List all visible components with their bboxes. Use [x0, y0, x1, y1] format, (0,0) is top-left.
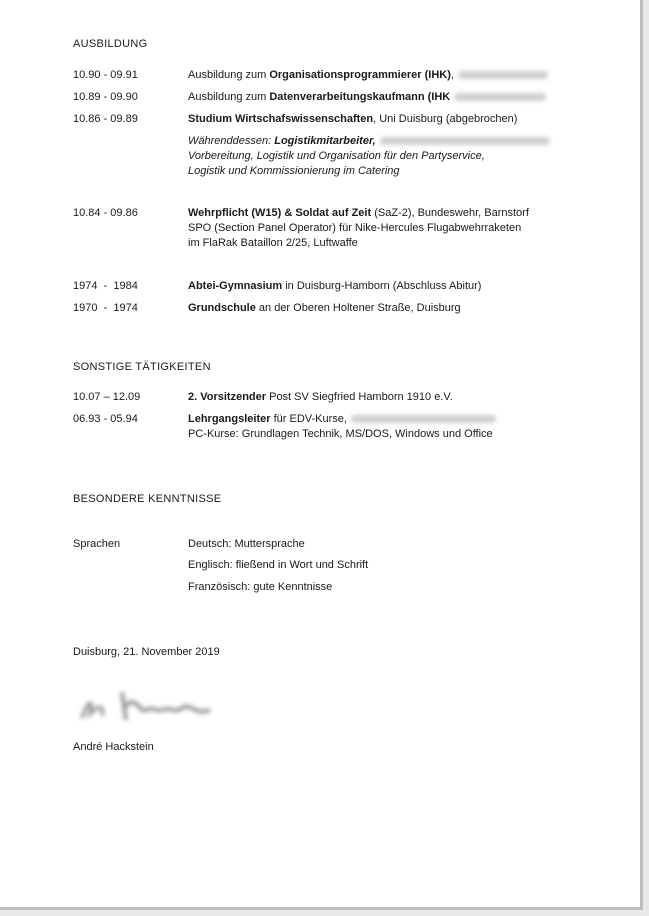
entry-date: 10.86 - 09.89	[73, 113, 138, 125]
entry-description: Grundschule an der Oberen Holtener Straße, Duisburg	[188, 302, 461, 314]
entry-date: 10.90 - 09.91	[73, 69, 138, 81]
section-title-skills: BESONDERE KENNTNISSE	[73, 493, 222, 505]
entry-description: Lehrgangsleiter für EDV-Kurse, PC-Kurse: Grundlagen Technik, MS/DOS, Windows und Office	[188, 412, 608, 442]
cv-page: AUSBILDUNG 10.90 - 09.91 Ausbildung zum Organisationsprogrammierer (IHK), 10.89 - 09.90 Ausbildung zum Datenverarbeitungskaufmann (IHK 10.86 - 09.89 Studium Wirtschafswissenschaften, Uni Duisburg (abgebrochen) Währenddessen: Logistikmitarbeiter, Vorbereitung, Logistik und Organisation für den Partyservice, Logistik und Kommissionierung im Catering 10.84 - 09.86 Wehrpflicht (W15) & Soldat auf Zeit (SaZ-2), Bundeswehr, Barnstorf SPO (Section Panel Operator) für Nike-Hercules Flugabwehrraketen im FlaRak Bataillon 2/25, Luftwaffe 1974 - 1984 Abtei-Gymnasium in Duisburg-Hamborn (Abschluss Abitur) 1970 - 1974 Grundschule an der Oberen Holtener Straße, Duisburg SONSTIGE TÄTIGKEITEN 10.07 – 12.09 2. Vorsitzender Post SV Siegfried Hamborn 1910 e.V. 06.93 - 05.94 Lehrgangsleiter für EDV-Kurse, PC-Kurse: Grundlagen Technik, MS/DOS, Windows und Office BESONDERE KENNTNISSE Sprachen Deutsch: Muttersprache Englisch: fließend in Wort und Schrift Französisch: gute Kenntnisse Duisburg, 21. November 2019 André Hackstein	[0, 0, 643, 910]
entry-description: Ausbildung zum Datenverarbeitungskaufmann (IHK	[188, 90, 588, 105]
entry-date: 10.07 – 12.09	[73, 391, 141, 403]
redacted-text	[351, 415, 496, 423]
section-title-education: AUSBILDUNG	[73, 38, 148, 50]
place-date: Duisburg, 21. November 2019	[73, 646, 220, 658]
section-title-other: SONSTIGE TÄTIGKEITEN	[73, 361, 211, 373]
entry-date: 1970 - 1974	[73, 302, 138, 314]
skill-label: Sprachen	[73, 538, 121, 550]
entry-description: Ausbildung zum Organisationsprogrammierer (IHK),	[188, 68, 588, 83]
redacted-text	[454, 93, 546, 101]
entry-date: 10.89 - 09.90	[73, 91, 138, 103]
language-item: Deutsch: Muttersprache	[188, 538, 305, 550]
entry-date: 06.93 - 05.94	[73, 413, 138, 425]
signer-name: André Hackstein	[73, 741, 154, 753]
entry-description: 2. Vorsitzender Post SV Siegfried Hamborn 1910 e.V.	[188, 391, 453, 403]
entry-description: Wehrpflicht (W15) & Soldat auf Zeit (SaZ-2), Bundeswehr, Barnstorf SPO (Section Panel Operator) für Nike-Hercules Flugabwehrraketen im FlaRak Bataillon 2/25, Luftwaffe	[188, 207, 529, 249]
signature-image	[70, 680, 230, 728]
redacted-text	[458, 71, 548, 79]
entry-description: Abtei-Gymnasium in Duisburg-Hamborn (Abschluss Abitur)	[188, 280, 482, 292]
language-item: Englisch: fließend in Wort und Schrift	[188, 559, 369, 571]
entry-date: 10.84 - 09.86	[73, 207, 138, 219]
entry-description: Studium Wirtschafswissenschaften, Uni Duisburg (abgebrochen)	[188, 113, 518, 125]
redacted-text	[380, 137, 550, 145]
language-item: Französisch: gute Kenntnisse	[188, 581, 333, 593]
entry-date: 1974 - 1984	[73, 280, 138, 292]
